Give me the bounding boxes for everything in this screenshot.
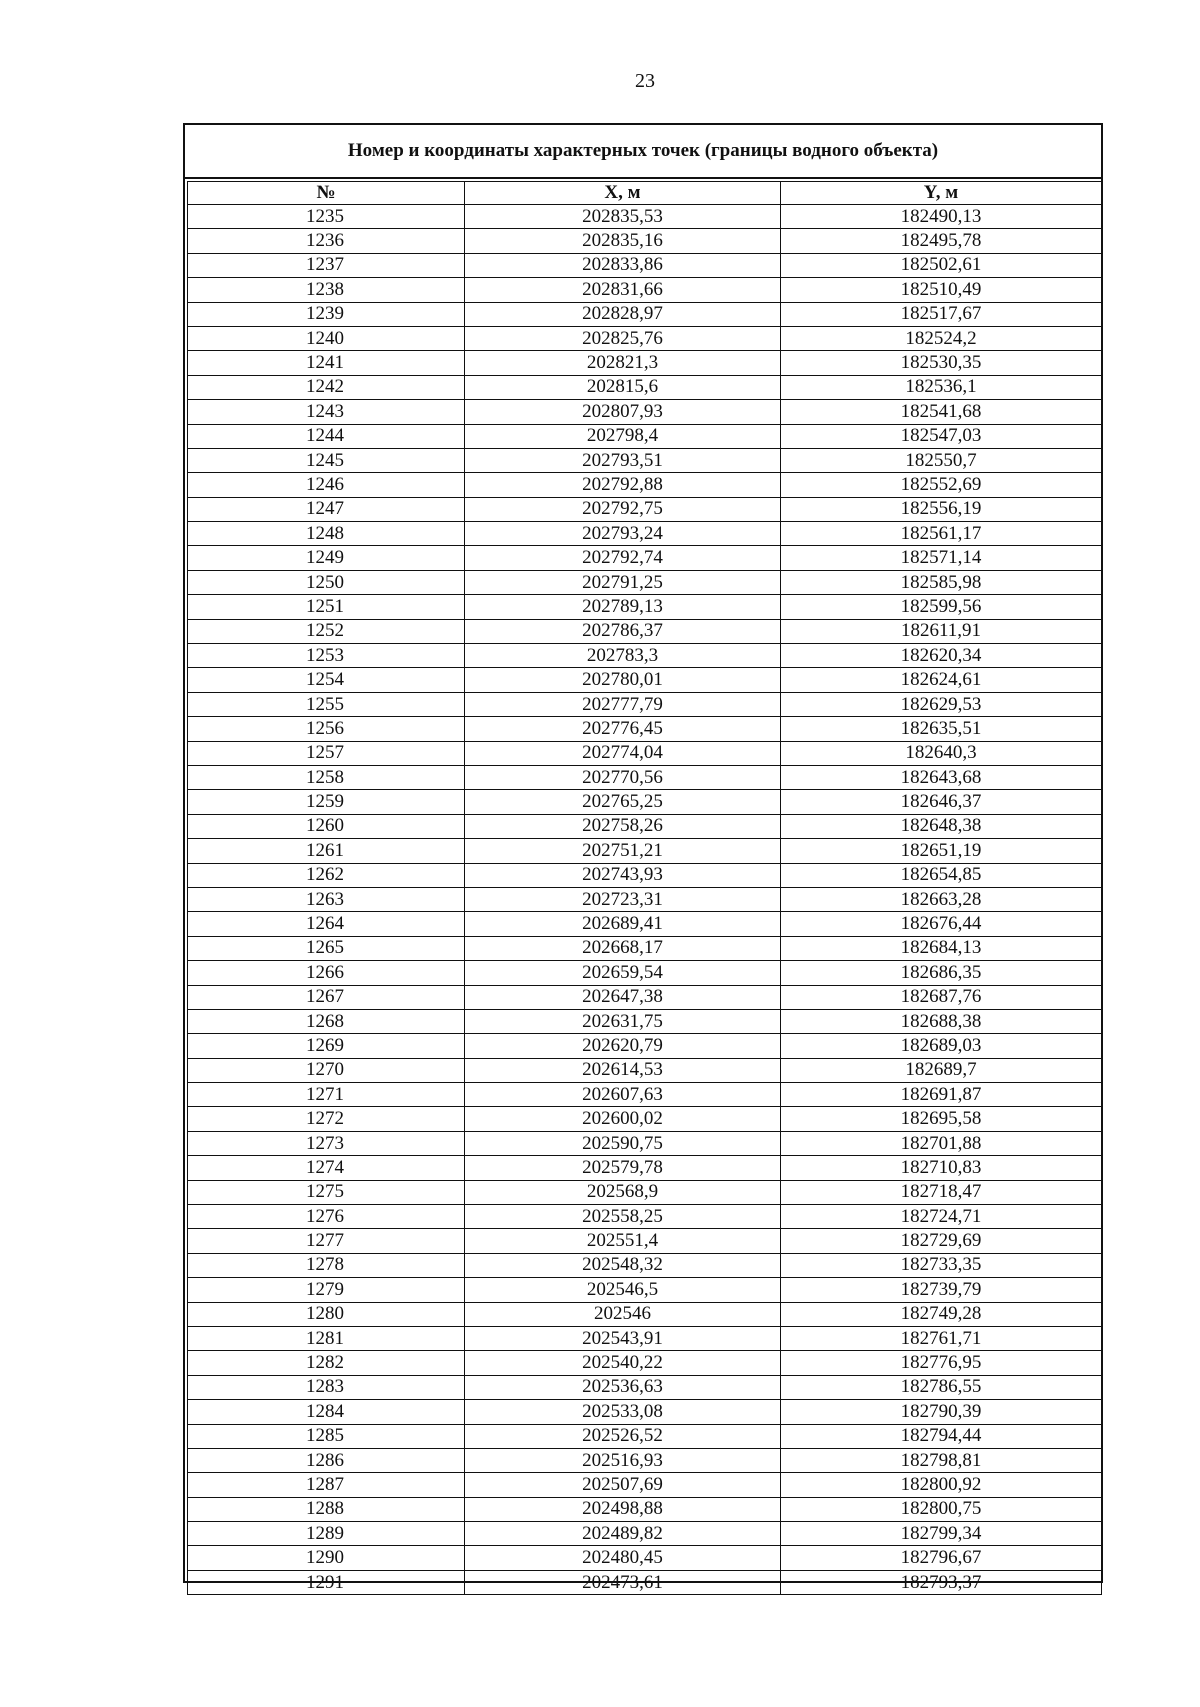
x-coordinate-cell: 202526,52 <box>465 1424 781 1448</box>
x-coordinate-cell: 202548,32 <box>465 1253 781 1277</box>
point-number-cell: 1285 <box>188 1424 465 1448</box>
y-coordinate-cell: 182502,61 <box>781 253 1102 277</box>
y-coordinate-cell: 182790,39 <box>781 1400 1102 1424</box>
x-coordinate-cell: 202825,76 <box>465 326 781 350</box>
x-coordinate-cell: 202489,82 <box>465 1522 781 1546</box>
y-coordinate-cell: 182611,91 <box>781 619 1102 643</box>
x-coordinate-cell: 202473,61 <box>465 1570 781 1594</box>
table-row <box>188 1546 1102 1570</box>
table-row <box>188 814 1102 838</box>
table-row <box>188 741 1102 765</box>
y-coordinate-cell: 182524,2 <box>781 326 1102 350</box>
y-coordinate-cell: 182490,13 <box>781 205 1102 229</box>
x-coordinate-cell: 202498,88 <box>465 1497 781 1521</box>
table-row <box>188 1497 1102 1521</box>
x-coordinate-cell: 202558,25 <box>465 1205 781 1229</box>
table-row <box>188 790 1102 814</box>
table-row <box>188 1473 1102 1497</box>
point-number-cell: 1250 <box>188 570 465 594</box>
y-coordinate-cell: 182620,34 <box>781 644 1102 668</box>
table-row <box>188 400 1102 424</box>
y-coordinate-cell: 182635,51 <box>781 717 1102 741</box>
point-number-cell: 1246 <box>188 473 465 497</box>
y-coordinate-cell: 182536,1 <box>781 375 1102 399</box>
point-number-cell: 1236 <box>188 229 465 253</box>
x-coordinate-cell: 202774,04 <box>465 741 781 765</box>
y-coordinate-cell: 182688,38 <box>781 1009 1102 1033</box>
table-row <box>188 619 1102 643</box>
point-number-cell: 1280 <box>188 1302 465 1326</box>
table-row <box>188 912 1102 936</box>
table-row <box>188 1058 1102 1082</box>
point-number-cell: 1268 <box>188 1009 465 1033</box>
y-coordinate-cell: 182571,14 <box>781 546 1102 570</box>
point-number-cell: 1252 <box>188 619 465 643</box>
table-row <box>188 424 1102 448</box>
x-coordinate-cell: 202770,56 <box>465 765 781 789</box>
point-number-cell: 1266 <box>188 961 465 985</box>
y-coordinate-cell: 182684,13 <box>781 936 1102 960</box>
table-row <box>188 253 1102 277</box>
y-coordinate-cell: 182786,55 <box>781 1375 1102 1399</box>
point-number-cell: 1287 <box>188 1473 465 1497</box>
x-coordinate-cell: 202590,75 <box>465 1131 781 1155</box>
x-coordinate-cell: 202833,86 <box>465 253 781 277</box>
y-coordinate-cell: 182689,7 <box>781 1058 1102 1082</box>
y-coordinate-cell: 182599,56 <box>781 595 1102 619</box>
point-number-cell: 1271 <box>188 1083 465 1107</box>
x-coordinate-cell: 202780,01 <box>465 668 781 692</box>
x-coordinate-cell: 202647,38 <box>465 985 781 1009</box>
table-row <box>188 887 1102 911</box>
x-coordinate-cell: 202765,25 <box>465 790 781 814</box>
x-coordinate-cell: 202540,22 <box>465 1351 781 1375</box>
table-row <box>188 1400 1102 1424</box>
page-number: 23 <box>635 70 655 92</box>
point-number-cell: 1237 <box>188 253 465 277</box>
point-number-cell: 1278 <box>188 1253 465 1277</box>
x-coordinate-cell: 202579,78 <box>465 1156 781 1180</box>
x-coordinate-cell: 202689,41 <box>465 912 781 936</box>
y-coordinate-cell: 182695,58 <box>781 1107 1102 1131</box>
table-row <box>188 448 1102 472</box>
x-coordinate-cell: 202776,45 <box>465 717 781 741</box>
y-coordinate-cell: 182729,69 <box>781 1229 1102 1253</box>
x-coordinate-cell: 202751,21 <box>465 839 781 863</box>
point-number-cell: 1244 <box>188 424 465 448</box>
table-row <box>188 1180 1102 1204</box>
x-coordinate-cell: 202835,16 <box>465 229 781 253</box>
x-coordinate-cell: 202480,45 <box>465 1546 781 1570</box>
y-coordinate-cell: 182796,67 <box>781 1546 1102 1570</box>
table-row <box>188 936 1102 960</box>
point-number-cell: 1265 <box>188 936 465 960</box>
y-coordinate-cell: 182749,28 <box>781 1302 1102 1326</box>
table-row <box>188 1229 1102 1253</box>
table-row <box>188 1570 1102 1594</box>
y-coordinate-cell: 182550,7 <box>781 448 1102 472</box>
table-row <box>188 644 1102 668</box>
x-coordinate-cell: 202831,66 <box>465 278 781 302</box>
coordinates-table-frame <box>183 123 1103 1593</box>
table-row <box>188 985 1102 1009</box>
x-coordinate-cell: 202758,26 <box>465 814 781 838</box>
y-coordinate-cell: 182687,76 <box>781 985 1102 1009</box>
y-coordinate-cell: 182701,88 <box>781 1131 1102 1155</box>
y-coordinate-cell: 182517,67 <box>781 302 1102 326</box>
y-coordinate-cell: 182510,49 <box>781 278 1102 302</box>
point-number-cell: 1284 <box>188 1400 465 1424</box>
point-number-cell: 1262 <box>188 863 465 887</box>
y-coordinate-cell: 182799,34 <box>781 1522 1102 1546</box>
header-y: Y, м <box>781 182 1102 205</box>
y-coordinate-cell: 182547,03 <box>781 424 1102 448</box>
y-coordinate-cell: 182495,78 <box>781 229 1102 253</box>
y-coordinate-cell: 182798,81 <box>781 1448 1102 1472</box>
x-coordinate-cell: 202793,51 <box>465 448 781 472</box>
x-coordinate-cell: 202614,53 <box>465 1058 781 1082</box>
point-number-cell: 1245 <box>188 448 465 472</box>
point-number-cell: 1286 <box>188 1448 465 1472</box>
x-coordinate-cell: 202551,4 <box>465 1229 781 1253</box>
y-coordinate-cell: 182541,68 <box>781 400 1102 424</box>
x-coordinate-cell: 202792,74 <box>465 546 781 570</box>
y-coordinate-cell: 182651,19 <box>781 839 1102 863</box>
point-number-cell: 1279 <box>188 1278 465 1302</box>
point-number-cell: 1281 <box>188 1326 465 1350</box>
point-number-cell: 1290 <box>188 1546 465 1570</box>
table-row <box>188 1107 1102 1131</box>
table-row <box>188 595 1102 619</box>
point-number-cell: 1258 <box>188 765 465 789</box>
point-number-cell: 1242 <box>188 375 465 399</box>
table-row <box>188 1009 1102 1033</box>
x-coordinate-cell: 202546,5 <box>465 1278 781 1302</box>
y-coordinate-cell: 182776,95 <box>781 1351 1102 1375</box>
point-number-cell: 1277 <box>188 1229 465 1253</box>
point-number-cell: 1288 <box>188 1497 465 1521</box>
table-row <box>188 1205 1102 1229</box>
table-row <box>188 961 1102 985</box>
x-coordinate-cell: 202668,17 <box>465 936 781 960</box>
x-coordinate-cell: 202789,13 <box>465 595 781 619</box>
y-coordinate-cell: 182552,69 <box>781 473 1102 497</box>
y-coordinate-cell: 182648,38 <box>781 814 1102 838</box>
y-coordinate-cell: 182556,19 <box>781 497 1102 521</box>
point-number-cell: 1238 <box>188 278 465 302</box>
y-coordinate-cell: 182561,17 <box>781 522 1102 546</box>
point-number-cell: 1241 <box>188 351 465 375</box>
table-body <box>188 205 1102 1595</box>
y-coordinate-cell: 182800,92 <box>781 1473 1102 1497</box>
y-coordinate-cell: 182793,37 <box>781 1570 1102 1594</box>
table-row <box>188 1375 1102 1399</box>
x-coordinate-cell: 202828,97 <box>465 302 781 326</box>
table-row <box>188 1351 1102 1375</box>
table-row <box>188 1326 1102 1350</box>
x-coordinate-cell: 202821,3 <box>465 351 781 375</box>
y-coordinate-cell: 182689,03 <box>781 1034 1102 1058</box>
x-coordinate-cell: 202507,69 <box>465 1473 781 1497</box>
y-coordinate-cell: 182718,47 <box>781 1180 1102 1204</box>
x-coordinate-cell: 202815,6 <box>465 375 781 399</box>
table-row <box>188 668 1102 692</box>
y-coordinate-cell: 182676,44 <box>781 912 1102 936</box>
point-number-cell: 1275 <box>188 1180 465 1204</box>
x-coordinate-cell: 202516,93 <box>465 1448 781 1472</box>
y-coordinate-cell: 182733,35 <box>781 1253 1102 1277</box>
point-number-cell: 1267 <box>188 985 465 1009</box>
x-coordinate-cell: 202546 <box>465 1302 781 1326</box>
point-number-cell: 1249 <box>188 546 465 570</box>
y-coordinate-cell: 182691,87 <box>781 1083 1102 1107</box>
point-number-cell: 1247 <box>188 497 465 521</box>
table-title: Номер и координаты характерных точек (границы водного объекта) <box>185 125 1101 179</box>
table-row <box>188 839 1102 863</box>
point-number-cell: 1263 <box>188 887 465 911</box>
y-coordinate-cell: 182530,35 <box>781 351 1102 375</box>
table-row <box>188 717 1102 741</box>
table-row <box>188 497 1102 521</box>
point-number-cell: 1251 <box>188 595 465 619</box>
point-number-cell: 1269 <box>188 1034 465 1058</box>
y-coordinate-cell: 182724,71 <box>781 1205 1102 1229</box>
point-number-cell: 1248 <box>188 522 465 546</box>
point-number-cell: 1264 <box>188 912 465 936</box>
y-coordinate-cell: 182624,61 <box>781 668 1102 692</box>
x-coordinate-cell: 202792,75 <box>465 497 781 521</box>
point-number-cell: 1259 <box>188 790 465 814</box>
table-row <box>188 1253 1102 1277</box>
table-row <box>188 375 1102 399</box>
table-row <box>188 522 1102 546</box>
table-row <box>188 1448 1102 1472</box>
x-coordinate-cell: 202777,79 <box>465 692 781 716</box>
point-number-cell: 1289 <box>188 1522 465 1546</box>
x-coordinate-cell: 202807,93 <box>465 400 781 424</box>
point-number-cell: 1261 <box>188 839 465 863</box>
y-coordinate-cell: 182585,98 <box>781 570 1102 594</box>
x-coordinate-cell: 202783,3 <box>465 644 781 668</box>
point-number-cell: 1282 <box>188 1351 465 1375</box>
table-header-row <box>188 182 1102 205</box>
y-coordinate-cell: 182640,3 <box>781 741 1102 765</box>
point-number-cell: 1240 <box>188 326 465 350</box>
table-row <box>188 1034 1102 1058</box>
table-row <box>188 863 1102 887</box>
x-coordinate-cell: 202798,4 <box>465 424 781 448</box>
table-row <box>188 278 1102 302</box>
x-coordinate-cell: 202791,25 <box>465 570 781 594</box>
table-row <box>188 473 1102 497</box>
point-number-cell: 1276 <box>188 1205 465 1229</box>
y-coordinate-cell: 182646,37 <box>781 790 1102 814</box>
y-coordinate-cell: 182654,85 <box>781 863 1102 887</box>
table-row <box>188 1083 1102 1107</box>
x-coordinate-cell: 202600,02 <box>465 1107 781 1131</box>
table-row <box>188 1302 1102 1326</box>
point-number-cell: 1291 <box>188 1570 465 1594</box>
x-coordinate-cell: 202533,08 <box>465 1400 781 1424</box>
table-row <box>188 765 1102 789</box>
point-number-cell: 1254 <box>188 668 465 692</box>
coordinates-table <box>187 181 1102 1595</box>
x-coordinate-cell: 202723,31 <box>465 887 781 911</box>
point-number-cell: 1257 <box>188 741 465 765</box>
point-number-cell: 1283 <box>188 1375 465 1399</box>
y-coordinate-cell: 182710,83 <box>781 1156 1102 1180</box>
x-coordinate-cell: 202792,88 <box>465 473 781 497</box>
table-row <box>188 1131 1102 1155</box>
x-coordinate-cell: 202659,54 <box>465 961 781 985</box>
x-coordinate-cell: 202536,63 <box>465 1375 781 1399</box>
point-number-cell: 1243 <box>188 400 465 424</box>
point-number-cell: 1256 <box>188 717 465 741</box>
table-row <box>188 302 1102 326</box>
y-coordinate-cell: 182643,68 <box>781 765 1102 789</box>
table-row <box>188 205 1102 229</box>
x-coordinate-cell: 202543,91 <box>465 1326 781 1350</box>
table-row <box>188 351 1102 375</box>
header-number: № <box>188 182 465 205</box>
table-row <box>188 692 1102 716</box>
table-row <box>188 1156 1102 1180</box>
table-row <box>188 1278 1102 1302</box>
table-row <box>188 546 1102 570</box>
table-row <box>188 1424 1102 1448</box>
point-number-cell: 1235 <box>188 205 465 229</box>
point-number-cell: 1270 <box>188 1058 465 1082</box>
y-coordinate-cell: 182739,79 <box>781 1278 1102 1302</box>
point-number-cell: 1253 <box>188 644 465 668</box>
point-number-cell: 1273 <box>188 1131 465 1155</box>
y-coordinate-cell: 182800,75 <box>781 1497 1102 1521</box>
y-coordinate-cell: 182686,35 <box>781 961 1102 985</box>
x-coordinate-cell: 202607,63 <box>465 1083 781 1107</box>
point-number-cell: 1274 <box>188 1156 465 1180</box>
table-row <box>188 229 1102 253</box>
x-coordinate-cell: 202786,37 <box>465 619 781 643</box>
x-coordinate-cell: 202743,93 <box>465 863 781 887</box>
point-number-cell: 1255 <box>188 692 465 716</box>
table-row <box>188 570 1102 594</box>
y-coordinate-cell: 182794,44 <box>781 1424 1102 1448</box>
x-coordinate-cell: 202620,79 <box>465 1034 781 1058</box>
table-row <box>188 326 1102 350</box>
x-coordinate-cell: 202568,9 <box>465 1180 781 1204</box>
y-coordinate-cell: 182663,28 <box>781 887 1102 911</box>
point-number-cell: 1239 <box>188 302 465 326</box>
table-row <box>188 1522 1102 1546</box>
x-coordinate-cell: 202835,53 <box>465 205 781 229</box>
point-number-cell: 1272 <box>188 1107 465 1131</box>
point-number-cell: 1260 <box>188 814 465 838</box>
y-coordinate-cell: 182761,71 <box>781 1326 1102 1350</box>
x-coordinate-cell: 202631,75 <box>465 1009 781 1033</box>
header-x: X, м <box>465 182 781 205</box>
y-coordinate-cell: 182629,53 <box>781 692 1102 716</box>
x-coordinate-cell: 202793,24 <box>465 522 781 546</box>
